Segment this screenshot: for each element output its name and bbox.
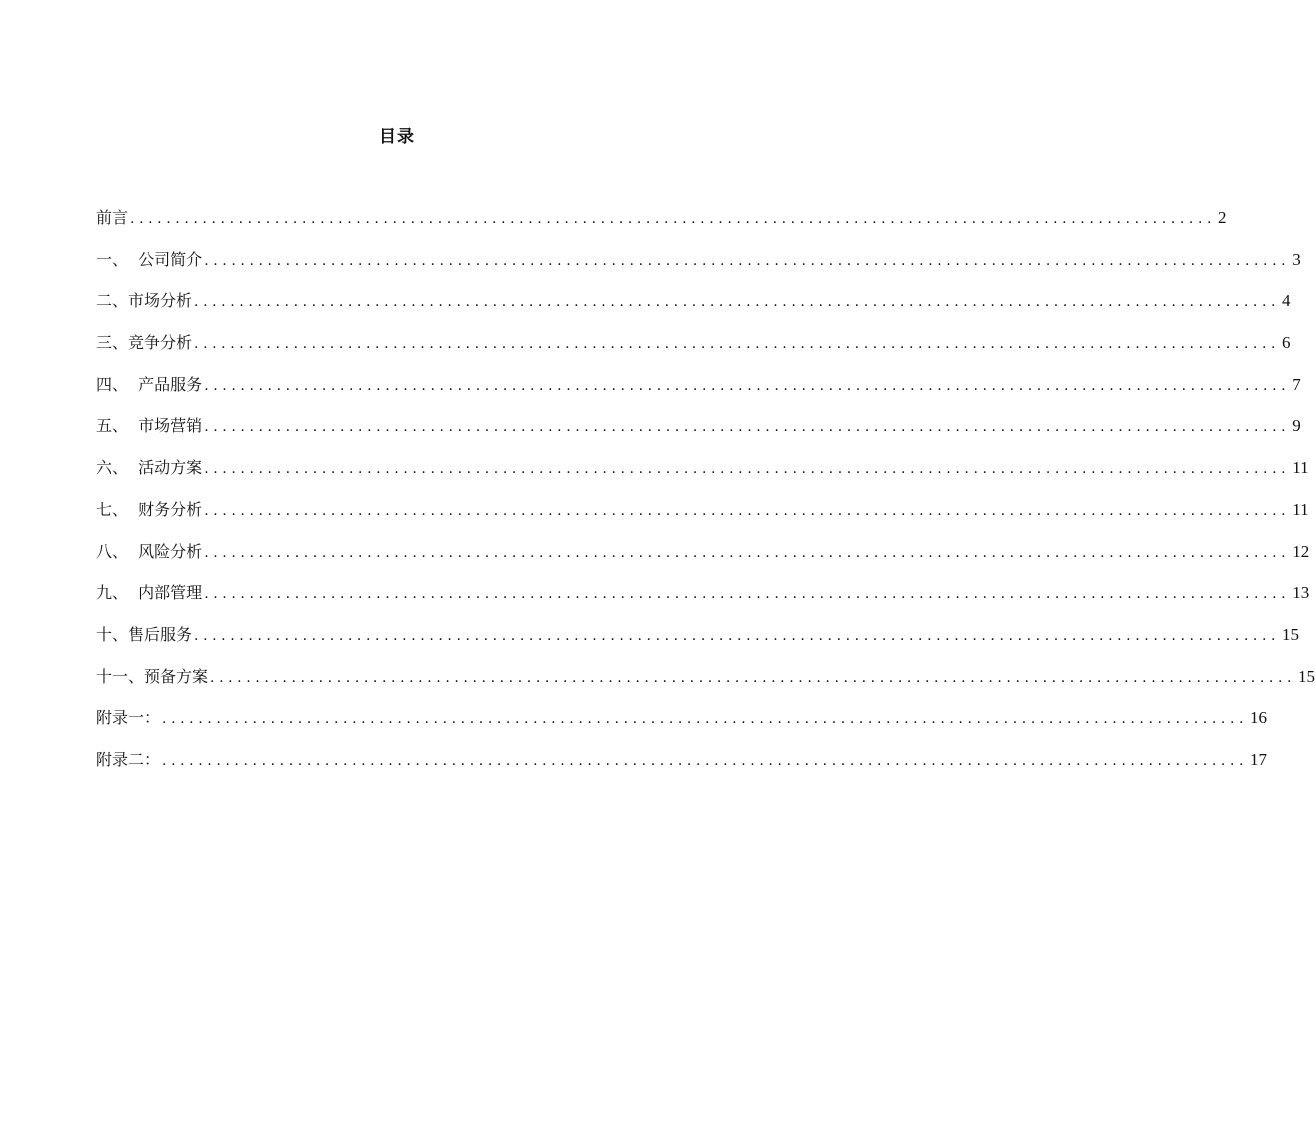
- toc-entry-contingency-plan[interactable]: [96, 664, 1315, 706]
- toc-dot-leader: ........................................................................................................................: [162, 752, 1249, 769]
- toc-dot-leader: ........................................................................................................................: [204, 252, 1291, 269]
- toc-entry-activity-plan[interactable]: [96, 455, 1309, 497]
- toc-entry-label: 附录二：: [96, 749, 161, 769]
- toc-dot-leader: ........................................................................................................................: [204, 502, 1291, 519]
- toc-entry-label: 九、 内部管理: [96, 583, 203, 603]
- toc-entry-label: 四、 产品服务: [96, 374, 203, 394]
- toc-dot-leader: ........................................................................................................................: [204, 377, 1291, 394]
- toc-entry-after-sales[interactable]: [96, 622, 1300, 664]
- toc-dot-leader: ........................................................................................................................: [162, 711, 1249, 728]
- toc-dot-leader: ........................................................................................................................: [204, 544, 1291, 561]
- toc-entry-page: 11: [1292, 458, 1309, 478]
- toc-entry-page: 9: [1292, 416, 1301, 436]
- toc-entry-page: 17: [1250, 749, 1268, 769]
- toc-entry-page: 7: [1292, 374, 1301, 394]
- toc-entry-label: 十、售后服务: [96, 624, 193, 644]
- toc-entry-label: 七、 财务分析: [96, 499, 203, 519]
- toc-entry-page: 15: [1282, 624, 1300, 644]
- toc-entry-label: 五、 市场营销: [96, 416, 203, 436]
- toc-entry-products-services[interactable]: [96, 372, 1301, 414]
- toc-dot-leader: ........................................................................................................................: [204, 419, 1291, 436]
- toc-entry-competition-analysis[interactable]: [96, 330, 1291, 372]
- toc-entry-page: 4: [1282, 291, 1291, 311]
- toc-dot-leader: ........................................................................................................................: [210, 669, 1297, 686]
- toc-entry-market-analysis[interactable]: [96, 288, 1291, 330]
- toc-entry-risk-analysis[interactable]: [96, 539, 1310, 581]
- toc-entry-label: 三、竞争分析: [96, 333, 193, 353]
- toc-dot-leader: ........................................................................................................................: [204, 586, 1291, 603]
- toc-dot-leader: ........................................................................................................................: [194, 336, 1281, 353]
- toc-dot-leader: ........................................................................................................................: [194, 627, 1281, 644]
- toc-list: [96, 205, 1315, 789]
- toc-entry-marketing[interactable]: [96, 413, 1301, 455]
- toc-entry-label: 附录一：: [96, 708, 161, 728]
- toc-entry-company-profile[interactable]: [96, 247, 1301, 289]
- toc-entry-label: 二、市场分析: [96, 291, 193, 311]
- toc-title: 目录: [379, 127, 415, 147]
- toc-entry-page: 15: [1298, 666, 1315, 686]
- toc-entry-label: 前言: [96, 208, 129, 227]
- toc-dot-leader: ........................................................................................................................: [194, 294, 1281, 311]
- toc-entry-internal-management[interactable]: [96, 580, 1310, 622]
- toc-entry-label: 八、 风险分析: [96, 541, 203, 561]
- toc-entry-label: 六、 活动方案: [96, 458, 203, 478]
- toc-entry-label: 一、 公司简介: [96, 249, 203, 269]
- toc-dot-leader: ........................................................................................................................: [204, 461, 1291, 478]
- toc-entry-page: 16: [1250, 708, 1268, 728]
- toc-entry-page: 3: [1292, 249, 1301, 269]
- toc-entry-page: 13: [1292, 583, 1310, 603]
- toc-entry-label: 十一、预备方案: [96, 666, 209, 686]
- toc-dot-leader: ........................................................................................................................: [130, 211, 1217, 227]
- toc-entry-page: 12: [1292, 541, 1310, 561]
- toc-entry-preface[interactable]: [96, 205, 1227, 247]
- toc-entry-page: 2: [1218, 208, 1227, 227]
- toc-entry-financial-analysis[interactable]: [96, 497, 1309, 539]
- toc-entry-appendix-2[interactable]: [96, 747, 1268, 789]
- toc-entry-page: 6: [1282, 333, 1291, 353]
- toc-entry-page: 11: [1292, 499, 1309, 519]
- toc-entry-appendix-1[interactable]: [96, 705, 1268, 747]
